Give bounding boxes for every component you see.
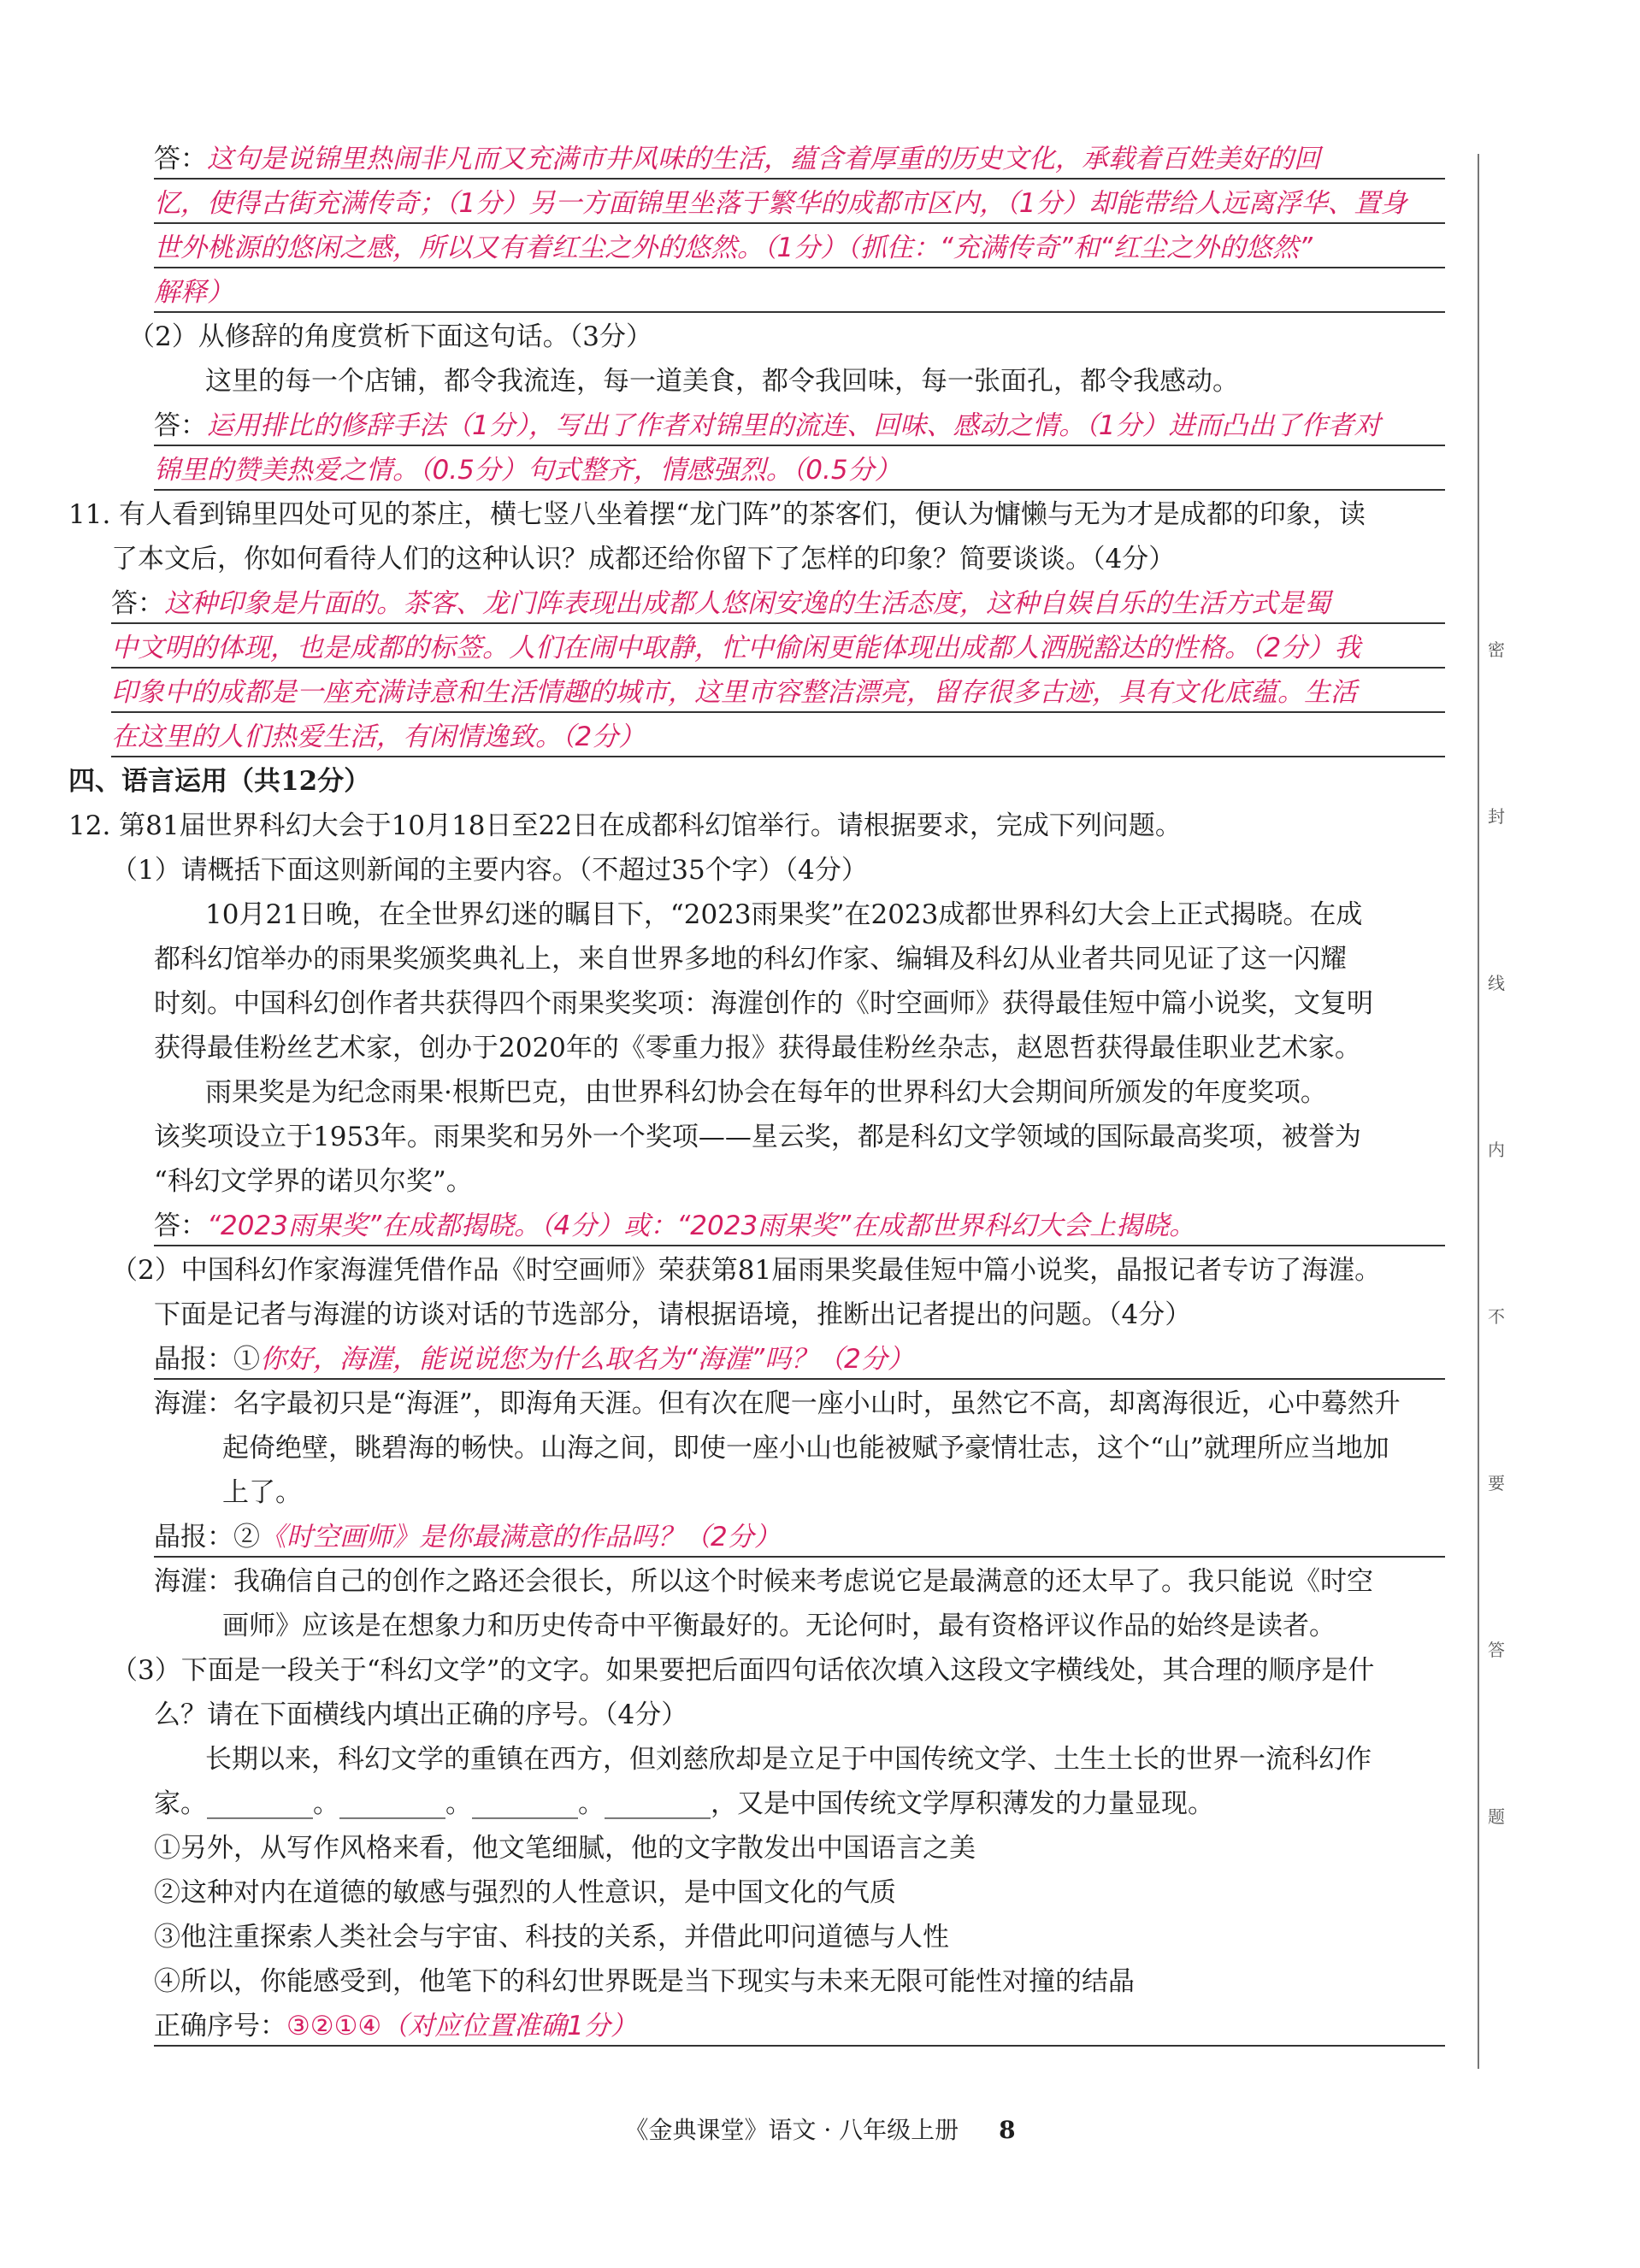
answer-line [111,722,1445,757]
answer-line [111,677,1445,713]
line-text: 下面是记者与海漄的访谈对话的节选部分，请根据语境，推断出记者提出的问题。（4分） [154,1299,1192,1330]
line-text: （3）下面是一段关于“科幻文学”的文字。如果要把后面四句话依次填入这段文字横线处，其合理的顺序是什 [111,1655,1375,1686]
seal-char: 要 [1488,1473,1505,1493]
answer-text: 中文明的体现，也是成都的标签。人们在闹中取静，忙中偷闲更能体现出成都人洒脱豁达的性格。（2分）我 [111,633,1361,663]
text-line [222,1611,1445,1641]
line-text: 家。________。________。________。________，又是中国传统文学厚积薄发的力量显现。 [154,1788,1214,1819]
footer-title: 《金典课堂》语文 · 八年级上册 [624,2116,959,2144]
answer-label: 答： [154,1211,207,1241]
answer-text: 锦里的赞美热爱之情。（0.5分）句式整齐，情感强烈。（0.5分） [154,455,901,486]
answer-line [154,233,1445,268]
text-line [222,1433,1445,1464]
answer-line [154,188,1445,224]
seal-char: 密 [1488,639,1505,660]
answer-text: 世外桃源的悠闲之感，所以又有着红尘之外的悠然。（1分）（抓住：“充满传奇”和“红尘之外的悠然” [154,233,1313,263]
answer-line [111,588,1445,624]
line-text: （1）请概括下面这则新闻的主要内容。（不超过35个字）（4分） [111,855,868,886]
line-text: 海漄：我确信自己的创作之路还会很长，所以这个时候来考虑说它是最满意的还太早了。我只能说《时空 [154,1566,1373,1597]
answer-text: 忆，使得古街充满传奇；（1分）另一方面锦里坐落于繁华的成都市区内，（1分）却能带给人远离浮华、置身 [154,188,1407,219]
answer-line [154,277,1445,313]
text-line [154,1966,1436,1997]
answer-text: 这种印象是片面的。茶客、龙门阵表现出成都人悠闲安逸的生活态度，这种自娱自乐的生活方式是蜀 [164,588,1330,619]
line-text: 时刻。中国科幻创作者共获得四个雨果奖奖项：海漄创作的《时空画师》获得最佳短中篇小说奖，文复明 [154,988,1373,1019]
text-line [154,1033,1436,1063]
line-text: ②这种对内在道德的敏感与强烈的人性意识，是中国文化的气质 [154,1877,896,1908]
line-text: 画师》应该是在想象力和历史传奇中平衡最好的。无论何时，最有资格评议作品的始终是读者。 [222,1611,1336,1641]
answer-line [154,1211,1445,1246]
page-footer [0,2112,1640,2146]
answer-text: 运用排比的修辞手法（1分），写出了作者对锦里的流连、回味、感动之情。（1分）进而凸出了作者对 [207,410,1381,441]
text-line [154,1833,1436,1864]
seal-char: 线 [1488,973,1505,993]
answer-text: 在这里的人们热爱生活，有闲情逸致。（2分） [111,722,646,752]
answer-line [111,633,1445,669]
answer-text: 印象中的成都是一座充满诗意和生活情趣的城市，这里市容整洁漂亮，留存很多古迹，具有文化底蕴。生活 [111,677,1357,708]
answer-label: 答： [154,410,207,441]
text-line [205,899,1488,930]
seal-char: 内 [1488,1140,1505,1160]
line-text: 么？请在下面横线内填出正确的序号。（4分） [154,1700,688,1730]
answer-text: 《时空画师》是你最满意的作品吗？（2分） [260,1522,781,1552]
answer-label: 正确序号： [154,2011,286,2041]
text-line [154,1388,1436,1419]
text-line [154,1700,1436,1730]
answer-label: 晶报：① [154,1344,260,1375]
line-text: 长期以来，科幻文学的重镇在西方，但刘慈欣却是立足于中国传统文学、土生土长的世界一流科幻作 [205,1744,1372,1775]
text-line [111,544,1436,574]
text-line [154,988,1436,1019]
text-line [205,1744,1488,1775]
text-line [205,366,1488,397]
line-text: 都科幻馆举办的雨果奖颁奖典礼上，来自世界多地的科幻作家、编辑及科幻从业者共同见证了这一闪耀 [154,944,1347,975]
text-line [154,1877,1436,1908]
text-line [154,1166,1436,1197]
line-text: 海漄：名字最初只是“海涯”，即海角天涯。但有次在爬一座小山时，虽然它不高，却离海很近，心中蓦然升 [154,1388,1401,1419]
line-text: ③他注重探索人类社会与宇宙、科技的关系，并借此叩问道德与人性 [154,1922,949,1953]
line-text: 了本文后，你如何看待人们的这种认识？成都还给你留下了怎样的印象？简要谈谈。（4分） [111,544,1176,574]
text-line [111,1655,1445,1686]
text-line [128,321,1411,352]
answer-text: 解释） [154,277,233,308]
text-line [222,1477,1445,1508]
seal-char: 封 [1488,806,1505,827]
seal-divider [1478,154,1479,2069]
answer-text: 你好，海漄，能说说您为什么取名为“海漄”吗？（2分） [260,1344,914,1375]
answer-text: 这句是说锦里热闹非凡而又充满市井风味的生活，蕴含着厚重的历史文化，承载着百姓美好的回 [207,144,1320,174]
text-line [154,1788,1436,1819]
answer-line [154,144,1445,180]
text-line [68,499,1436,530]
answer-line [154,2011,1445,2047]
line-text: 四、语言运用（共12分） [68,766,371,797]
line-text: （2）从修辞的角度赏析下面这句话。（3分） [128,321,652,352]
seal-char: 不 [1488,1306,1505,1327]
answer-label: 答： [154,144,207,174]
text-line [111,1255,1445,1286]
text-line [205,1077,1488,1108]
text-line [68,766,1436,797]
line-text: “科幻文学界的诺贝尔奖”。 [154,1166,473,1197]
line-text: 起倚绝壁，眺碧海的畅快。山海之间，即使一座小山也能被赋予豪情壮志，这个“山”就理所应当地加 [222,1433,1389,1464]
answer-label: 晶报：② [154,1522,260,1552]
answer-label: 答： [111,588,164,619]
line-text: 10月21日晚，在全世界幻迷的瞩目下，“2023雨果奖”在2023成都世界科幻大会上正式揭晓。在成 [205,899,1363,930]
text-line [154,1922,1436,1953]
text-line [111,855,1445,886]
line-text: 获得最佳粉丝艺术家，创办于2020年的《零重力报》获得最佳粉丝杂志，赵恩哲获得最佳职业艺术家。 [154,1033,1361,1063]
text-line [154,1566,1436,1597]
line-text: ④所以，你能感受到，他笔下的科幻世界既是当下现实与未来无限可能性对撞的结晶 [154,1966,1135,1997]
line-text: 12. 第81届世界科幻大会于10月18日至22日在成都科幻馆举行。请根据要求，完成下列问题。 [68,810,1182,841]
text-line [154,1122,1436,1152]
text-line [68,810,1436,841]
answer-line [154,410,1445,446]
line-text: ①另外，从写作风格来看，他文笔细腻，他的文字散发出中国语言之美 [154,1833,976,1864]
line-text: 上了。 [222,1477,302,1508]
answer-text: ③②①④（对应位置准确1分） [286,2011,637,2041]
seal-char: 题 [1488,1806,1505,1827]
text-line [154,944,1436,975]
answer-line [154,455,1445,491]
line-text: 这里的每一个店铺，都令我流连，每一道美食，都令我回味，每一张面孔，都令我感动。 [205,366,1239,397]
page-number: 8 [999,2116,1016,2144]
answer-line [154,1344,1445,1380]
seal-char: 答 [1488,1640,1505,1660]
line-text: 雨果奖是为纪念雨果·根斯巴克，由世界科幻协会在每年的世界科幻大会期间所颁发的年度奖项。 [205,1077,1327,1108]
answer-text: “2023雨果奖”在成都揭晓。（4分）或：“2023雨果奖”在成都世界科幻大会上揭晓。 [207,1211,1196,1241]
line-text: 11. 有人看到锦里四处可见的茶庄，横七竖八坐着摆“龙门阵”的茶客们，便认为慵懒与无为才是成都的印象，读 [68,499,1366,530]
line-text: 该奖项设立于1953年。雨果奖和另外一个奖项——星云奖，都是科幻文学领域的国际最高奖项，被誉为 [154,1122,1361,1152]
text-line [154,1299,1436,1330]
answer-line [154,1522,1445,1558]
line-text: （2）中国科幻作家海漄凭借作品《时空画师》荣获第81届雨果奖最佳短中篇小说奖，晶报记者专访了海漄。 [111,1255,1382,1286]
